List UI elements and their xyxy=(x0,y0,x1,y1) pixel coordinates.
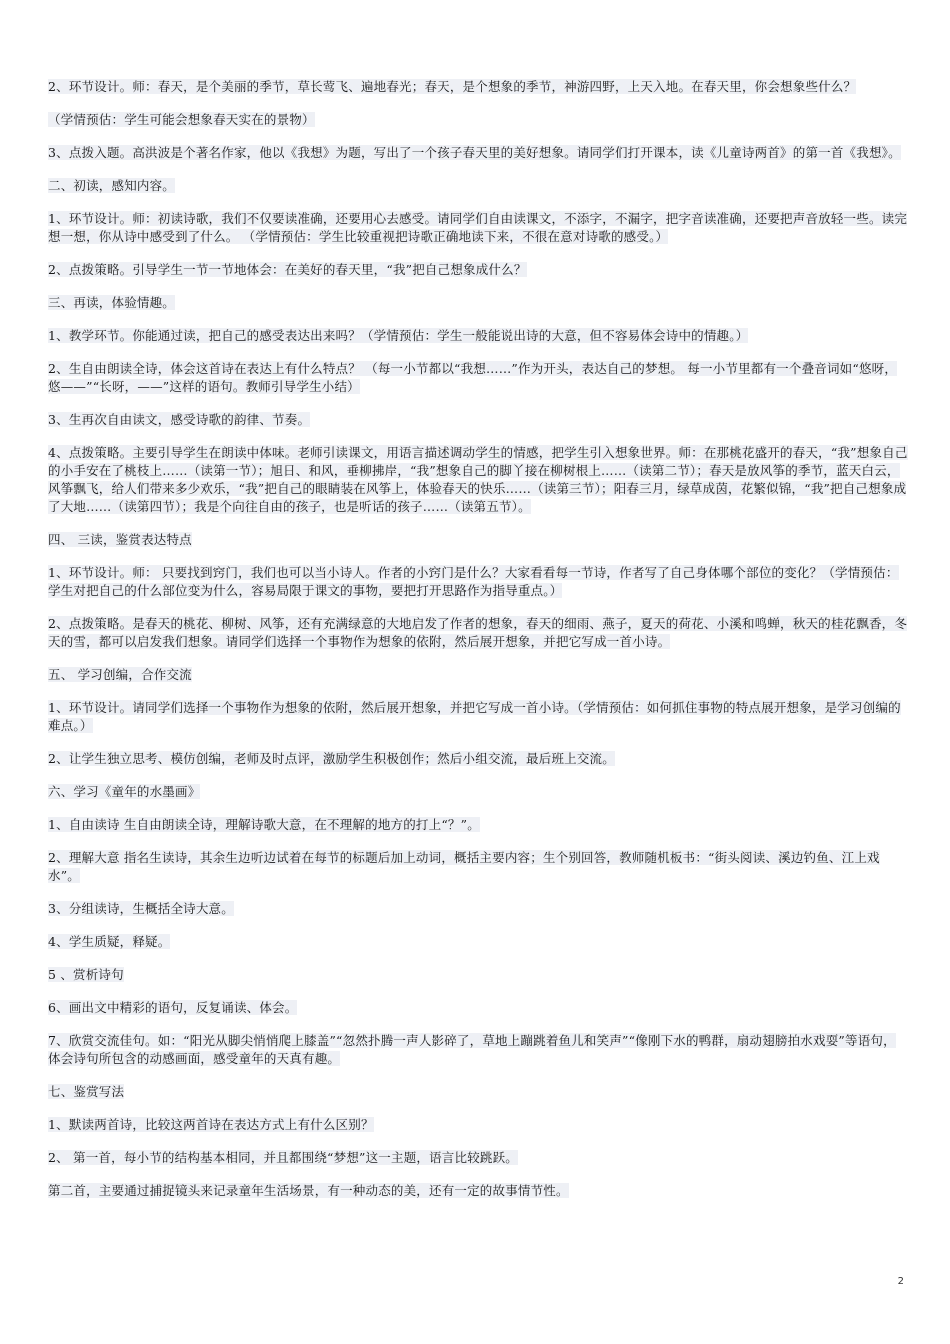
paragraph: 1、默读两首诗，比较这两首诗在表达方式上有什么区别？ xyxy=(48,1117,374,1132)
paragraph: 4、点拨策略。主要引导学生在朗读中体味。老师引读课文，用语言描述调动学生的情感，把学生引入想象世界。师：在那桃花盛开的春天，“我”想象自己的小手安在了桃枝上……（读第一节）；旭日、和风，垂柳拂岸，“我”想象自己的脚丫接在柳树根上……（读第二节）；春天是放风筝的季节，蓝天白云，风筝飘飞，给人们带来多少欢乐，“我”把自己的眼睛装在风筝上，体验春天的快乐……（读第三节）；阳春三月，绿草成茵，花繁似锦，“我”把自己想象成了大地……（读第四节）；我是个向往自由的孩子，也是听话的孩子……（读第五节）。 xyxy=(48,445,908,514)
document-body xyxy=(48,78,908,1215)
paragraph: 1、环节设计。师：初读诗歌，我们不仅要读准确，还要用心去感受。请同学们自由读课文，不添字，不漏字，把字音读准确，还要把声音放轻一些。读完想一想，你从诗中感受到了什么。 （学情预估：学生比较重视把诗歌正确地读下来，不很在意对诗歌的感受。） xyxy=(48,211,908,244)
paragraph: 7、欣赏交流佳句。如：“阳光从脚尖悄悄爬上膝盖”“忽然扑腾一声人影碎了，草地上蹦跳着鱼儿和笑声”“像刚下水的鸭群，扇动翅膀拍水戏耍”等语句，体会诗句所包含的动感画面，感受童年的天真有趣。 xyxy=(48,1033,896,1066)
section-heading: 二、初读，感知内容。 xyxy=(48,178,176,193)
paragraph: 2、生自由朗读全诗，体会这首诗在表达上有什么特点？ （每一小节都以“我想……”作为开头，表达自己的梦想。 每一小节里都有一个叠音词如“悠呀，悠——”“长呀，——”这样的语句。教师引导学生小结） xyxy=(48,361,898,394)
paragraph: 第二首，主要通过捕捉镜头来记录童年生活场景，有一种动态的美，还有一定的故事情节性。 xyxy=(48,1183,569,1198)
paragraph: 6、画出文中精彩的语句，反复诵读、体会。 xyxy=(48,1000,298,1015)
section-heading: 三、再读，体验情趣。 xyxy=(48,295,176,310)
section-heading: 四、 三读，鉴赏表达特点 xyxy=(48,532,192,547)
paragraph: 3、点拨入题。高洪波是个著名作家，他以《我想》为题，写出了一个孩子春天里的美好想象。请同学们打开课本，读《儿童诗两首》的第一首《我想》。 xyxy=(48,145,901,160)
paragraph: 1、自由读诗 生自由朗读全诗，理解诗歌大意，在不理解的地方的打上“？”。 xyxy=(48,817,480,832)
paragraph: 2、点拨策略。引导学生一节一节地体会：在美好的春天里，“我”把自己想象成什么？ xyxy=(48,262,527,277)
section-heading: 五、 学习创编，合作交流 xyxy=(48,667,192,682)
paragraph: 2、让学生独立思考、模仿创编，老师及时点评，激励学生积极创作；然后小组交流，最后班上交流。 xyxy=(48,751,615,766)
paragraph: （学情预估：学生可能会想象春天实在的景物） xyxy=(48,112,315,127)
section-heading: 六、学习《童年的水墨画》 xyxy=(48,784,201,799)
paragraph: 5 、赏析诗句 xyxy=(48,967,124,982)
section-heading: 七、鉴赏写法 xyxy=(48,1084,125,1099)
paragraph: 2、理解大意 指名生读诗，其余生边听边试着在每节的标题后加上动词，概括主要内容；生个别回答，教师随机板书：“街头阅读、溪边钓鱼、江上戏水”。 xyxy=(48,850,880,883)
page-number: 2 xyxy=(897,1276,904,1287)
paragraph: 1、教学环节。你能通过读，把自己的感受表达出来吗？（学情预估：学生一般能说出诗的大意，但不容易体会诗中的情趣。） xyxy=(48,328,749,343)
paragraph: 3、分组读诗，生概括全诗大意。 xyxy=(48,901,234,916)
paragraph: 4、学生质疑，释疑。 xyxy=(48,934,171,949)
paragraph: 2、环节设计。师：春天，是个美丽的季节，草长莺飞、遍地春光；春天，是个想象的季节，神游四野，上天入地。在春天里，你会想象些什么？ xyxy=(48,79,857,94)
paragraph: 1、环节设计。师： 只要找到窍门，我们也可以当小诗人。作者的小窍门是什么？大家看看每一节诗，作者写了自己身体哪个部位的变化？（学情预估：学生对把自己的什么部位变为什么，容易局限于课文的事物，要把打开思路作为指导重点。） xyxy=(48,565,899,598)
paragraph: 2、点拨策略。是春天的桃花、柳树、风筝，还有充满绿意的大地启发了作者的想象，春天的细雨、燕子，夏天的荷花、小溪和鸣蝉，秋天的桂花飘香，冬天的雪，都可以启发我们想象。请同学们选择一个事物作为想象的依附，然后展开想象，并把它写成一首小诗。 xyxy=(48,616,908,649)
paragraph: 3、生再次自由读文，感受诗歌的韵律、节奏。 xyxy=(48,412,311,427)
paragraph: 1、环节设计。请同学们选择一个事物作为想象的依附，然后展开想象，并把它写成一首小诗。（学情预估：如何抓住事物的特点展开想象，是学习创编的难点。） xyxy=(48,700,901,733)
paragraph: 2、 第一首，每小节的结构基本相同，并且都围绕“梦想”这一主题，语言比较跳跃。 xyxy=(48,1150,519,1165)
